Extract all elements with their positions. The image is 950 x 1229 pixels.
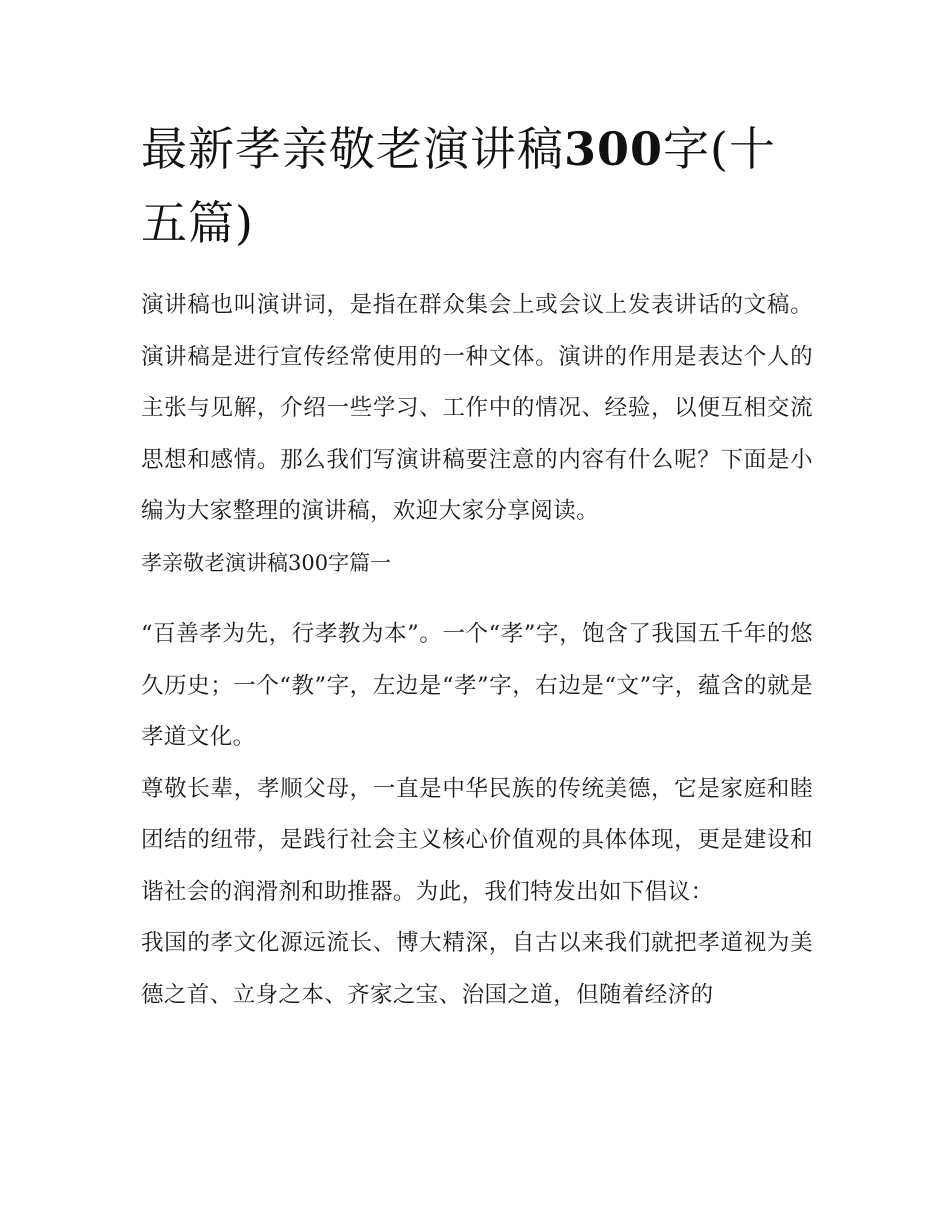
body-paragraph-2: 尊敬长辈，孝顺父母，一直是中华民族的传统美德，它是家庭和睦团结的纽带，是践行社会主义核心价值观的具体体现，更是建设和谐社会的润滑剂和助推器。为此，我们特发出如下倡议： <box>141 775 813 905</box>
title-number: 300 <box>564 122 664 176</box>
body-paragraph-1: “百善孝为先，行孝教为本”。一个“孝”字，饱含了我国五千年的悠久历史；一个“教”字，左边是“孝”字，右边是“文”字，蕴含的就是孝道文化。 <box>141 621 813 750</box>
body-paragraph-3: 我国的孝文化源远流长、博大精深，自古以来我们就把孝道视为美德之首、立身之本、齐家之宝、治国之道，但随着经济的 <box>141 930 813 1008</box>
intro-paragraph: 演讲稿也叫演讲词，是指在群众集会上或会议上发表讲话的文稿。演讲稿是进行宣传经常使用的一种文体。演讲的作用是表达个人的主张与见解，介绍一些学习、工作中的情况、经验，以便互相交流思想和感情。那么我们写演讲稿要注意的内容有什么呢？下面是小编为大家整理的演讲稿，欢迎大家分享阅读。 <box>141 292 813 524</box>
document-title: 最新孝亲敬老演讲稿300字(十五篇) <box>141 122 776 250</box>
section-heading: 孝亲敬老演讲稿300字篇一 <box>141 550 392 575</box>
document-body <box>141 112 813 1021</box>
